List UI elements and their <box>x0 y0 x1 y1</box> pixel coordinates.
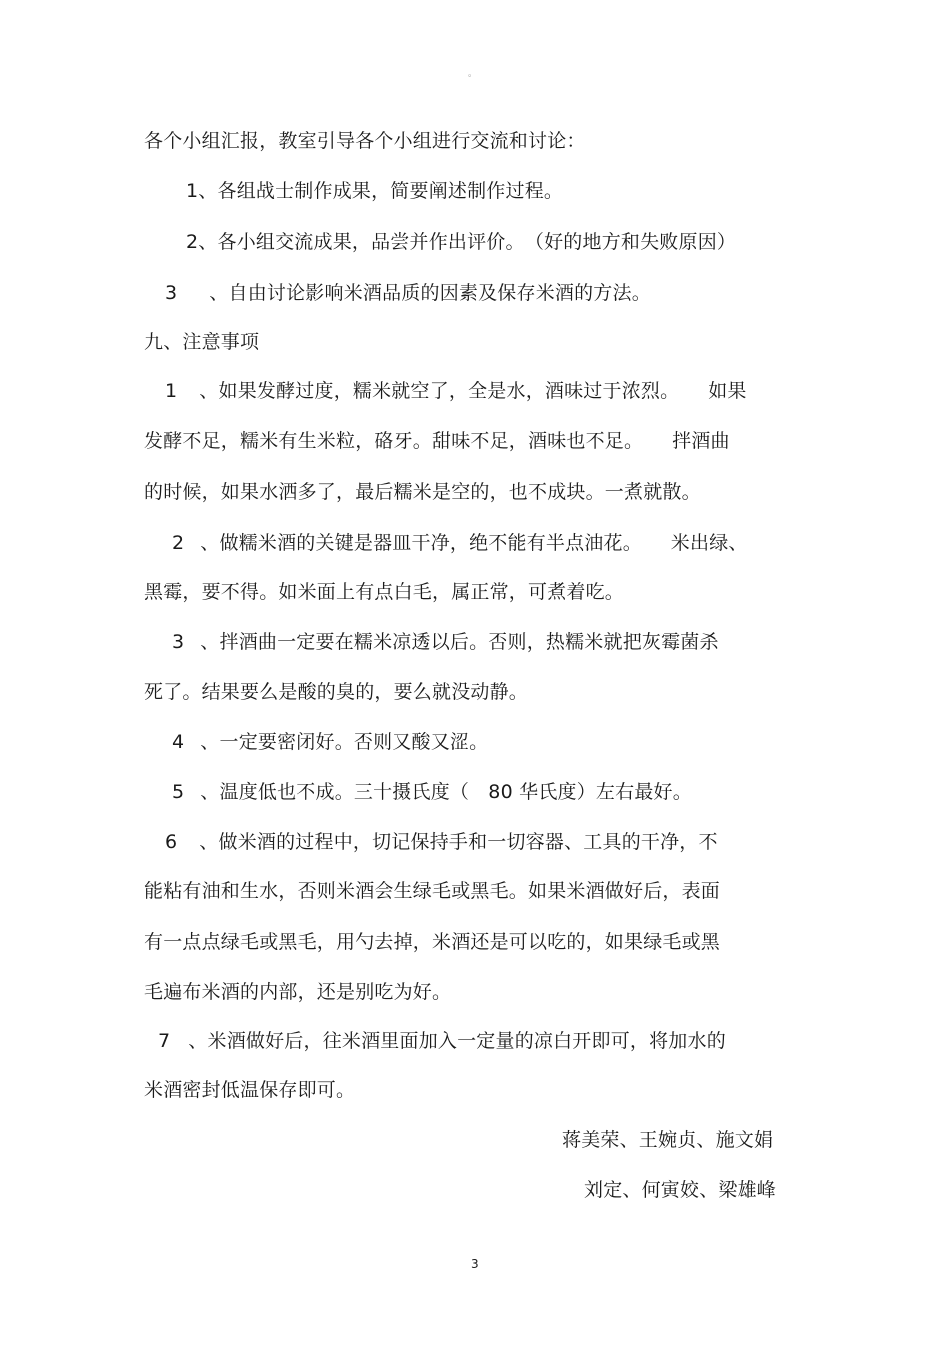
section-title: 九、注意事项 <box>144 331 260 353</box>
note-text: 、如果发酵过度，糯米就空了，全是水，酒味过于浓烈。 如果 <box>199 380 747 402</box>
item-text: 、各组战士制作成果，简要阐述制作过程。 <box>198 180 564 202</box>
item-number: 1 <box>186 180 199 202</box>
note-2-line-2: 黑霉，要不得。如米面上有点白毛，属正常，可煮着吃。 <box>144 581 625 603</box>
note-number: 4 <box>172 731 185 753</box>
note-1-line-3: 的时候，如果水洒多了，最后糯米是空的，也不成块。一煮就散。 <box>144 481 701 503</box>
intro-paragraph: 各个小组汇报，教室引导各个小组进行交流和讨论： <box>144 130 586 152</box>
discussion-item-3 <box>165 281 651 305</box>
note-6-line-4: 毛遍布米酒的内部，还是别吃为好。 <box>144 981 452 1003</box>
item-number: 2 <box>186 231 199 253</box>
discussion-item-2 <box>186 230 736 254</box>
note-number: 3 <box>172 631 185 653</box>
note-6-line-2: 能粘有油和生水，否则米酒会生绿毛或黑毛。如果米酒做好后，表面 <box>144 880 721 902</box>
authors-line-1: 蒋美荣、王婉贞、施文娟 <box>562 1129 774 1151</box>
note-6-line-1 <box>165 830 718 854</box>
note-number: 7 <box>158 1030 171 1052</box>
authors-line-2: 刘定、何寅姣、梁雄峰 <box>584 1179 777 1201</box>
note-text: 、做糯米酒的关键是器皿干净，绝不能有半点油花。 米出绿、 <box>200 532 748 554</box>
note-text: 、温度低也不成。三十摄氏度（ 80 华氏度）左右最好。 <box>200 781 692 803</box>
page-number: 3 <box>471 1257 479 1271</box>
discussion-item-1 <box>186 179 563 203</box>
note-4-line-1 <box>172 730 488 754</box>
item-text: 、各小组交流成果，品尝并作出评价。 （好的地方和失败原因） <box>198 231 737 253</box>
note-number: 2 <box>172 532 185 554</box>
note-number: 5 <box>172 781 185 803</box>
note-7-line-2: 米酒密封低温保存即可。 <box>144 1079 356 1101</box>
note-text: 、拌酒曲一定要在糯米凉透以后。否则，热糯米就把灰霉菌杀 <box>200 631 719 653</box>
note-5-line-1 <box>172 780 692 804</box>
note-1-line-1 <box>165 379 747 403</box>
item-text: 、自由讨论影响米酒品质的因素及保存米酒的方法。 <box>209 282 651 304</box>
item-number: 3 <box>165 282 178 304</box>
note-7-line-1 <box>158 1029 726 1053</box>
note-3-line-1 <box>172 630 719 654</box>
note-number: 1 <box>165 380 178 402</box>
note-1-line-2: 发酵不足，糯米有生米粒，硌牙。甜味不足，酒味也不足。 拌酒曲 <box>144 430 730 452</box>
header-mark: 。 <box>468 69 478 79</box>
note-text: 、一定要密闭好。否则又酸又涩。 <box>200 731 489 753</box>
note-number: 6 <box>165 831 178 853</box>
note-3-line-2: 死了。结果要么是酸的臭的，要么就没动静。 <box>144 681 529 703</box>
note-2-line-1 <box>172 531 748 555</box>
note-text: 、做米酒的过程中，切记保持手和一切容器、工具的干净，不 <box>199 831 718 853</box>
note-text: 、米酒做好后，往米酒里面加入一定量的凉白开即可，将加水的 <box>188 1030 726 1052</box>
note-6-line-3: 有一点点绿毛或黑毛，用勺去掉，米酒还是可以吃的，如果绿毛或黑 <box>144 931 721 953</box>
